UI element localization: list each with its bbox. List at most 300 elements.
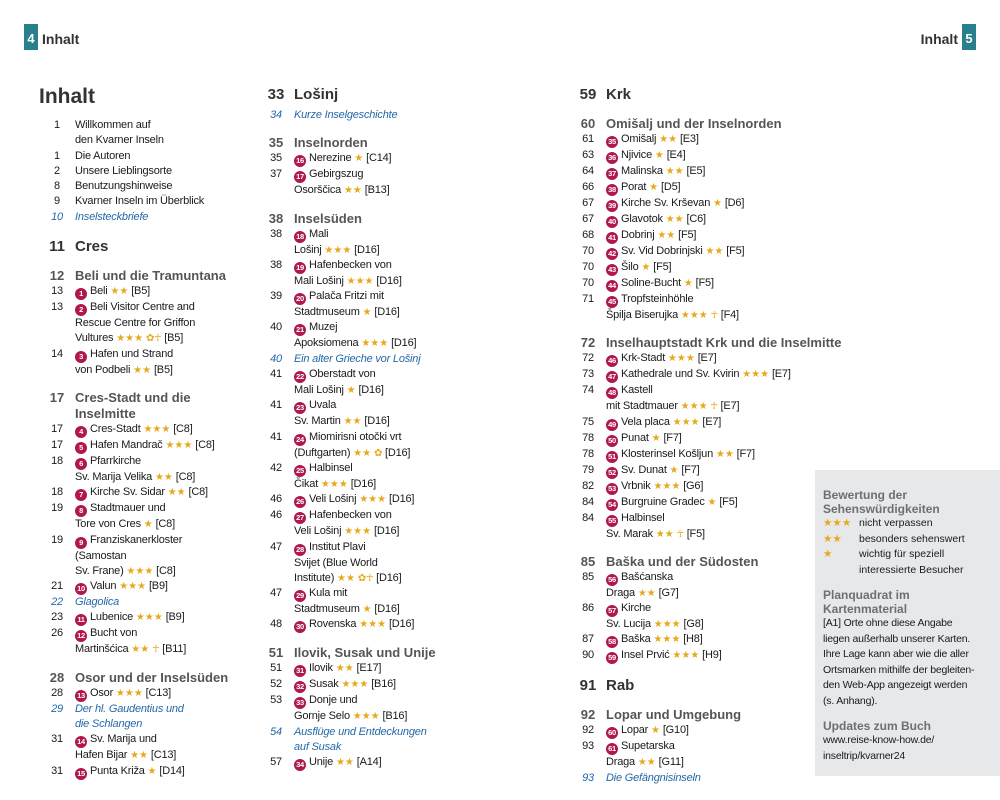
map-grid-ref: [H9]: [702, 649, 722, 662]
page-number: 13: [51, 285, 63, 298]
map-grid-ref: [G10]: [662, 724, 689, 737]
toc-entry[interactable]: [570, 260, 810, 276]
map-grid-ref: [E7]: [702, 415, 722, 428]
map-grid-ref: [B11]: [162, 643, 187, 656]
toc-entry[interactable]: [258, 755, 473, 771]
entry-title: Beli: [90, 285, 108, 298]
toc-entry[interactable]: [570, 723, 810, 739]
toc-entry[interactable]: [570, 479, 810, 495]
section-heading[interactable]: [570, 335, 842, 351]
map-marker-badge: 38: [606, 184, 618, 196]
toc-entry[interactable]: [258, 305, 473, 320]
toc-entry[interactable]: [39, 517, 244, 532]
toc-entry[interactable]: [570, 228, 810, 244]
map-grid-ref: [E3]: [679, 133, 699, 145]
map-marker-badge: 2: [75, 304, 87, 316]
toc-list: [258, 86, 473, 771]
toc-entry[interactable]: [570, 495, 810, 511]
map-marker-badge: 16: [294, 155, 306, 167]
toc-entry[interactable]: [39, 149, 244, 164]
toc-entry[interactable]: [39, 501, 244, 517]
entry-title: Klosterinsel Košljun: [621, 447, 713, 460]
map-grid-ref: [D5]: [660, 181, 681, 193]
map-grid-ref: [D16]: [376, 274, 402, 287]
rating-stars: ★★: [665, 166, 684, 177]
map-marker-badge: 53: [606, 483, 618, 495]
entry-text: [75, 564, 244, 579]
toc-entry[interactable]: [39, 118, 244, 133]
entry-text: [606, 148, 810, 164]
map-grid-ref: [E17]: [356, 662, 382, 675]
toc-entry[interactable]: [570, 244, 810, 260]
entry-title: Gebirgszug: [309, 168, 364, 181]
map-marker-badge: 61: [606, 743, 618, 755]
chapter-heading[interactable]: [570, 86, 810, 104]
toc-entry[interactable]: [570, 164, 810, 180]
map-grid-ref: [C6]: [686, 213, 706, 225]
toc-entry[interactable]: [570, 212, 810, 228]
entry-text: [294, 305, 473, 320]
toc-entry[interactable]: [258, 602, 473, 617]
entry-text: [75, 686, 244, 702]
toc-entry[interactable]: [570, 632, 810, 648]
toc-entry[interactable]: [39, 549, 244, 564]
map-grid-ref: [C13]: [150, 749, 177, 762]
map-marker-badge: 6: [75, 458, 87, 470]
toc-entry[interactable]: [258, 243, 473, 258]
section-heading[interactable]: [39, 268, 244, 284]
legend-heading: Sehenswürdigkeiten: [823, 502, 940, 516]
map-marker-badge: 48: [606, 387, 618, 399]
page-number: 1: [54, 119, 60, 131]
map-grid-ref: [C8]: [156, 564, 176, 577]
url-line[interactable]: inseltrip/kvarner24: [823, 749, 905, 762]
map-marker-badge: 49: [606, 419, 618, 431]
url-line[interactable]: www.reise-know-how.de/: [823, 734, 935, 746]
rating-stars: ★: [362, 604, 372, 616]
map-marker-badge: 33: [294, 697, 306, 709]
grid-text-line: Ortsmarken mithilfe der begleiten-: [823, 663, 975, 676]
page-number: 39: [270, 290, 282, 303]
toc-entry[interactable]: [258, 571, 473, 586]
entry-text: [606, 447, 810, 463]
page-number: 93: [582, 771, 594, 784]
section-heading[interactable]: [570, 554, 810, 570]
entry-title: die Schlangen: [75, 718, 143, 731]
toc-entry[interactable]: [570, 276, 810, 292]
toc-entry[interactable]: [258, 540, 473, 556]
section-heading[interactable]: [570, 707, 810, 723]
entry-text: [75, 702, 244, 717]
entry-title: Rovenska: [309, 618, 357, 631]
entry-text: [606, 292, 810, 308]
rating-stars: ★: [641, 262, 651, 273]
map-grid-ref: [C13]: [145, 686, 171, 699]
toc-entry[interactable]: [570, 601, 810, 617]
section-title: Beli und die Tramuntana: [75, 268, 226, 284]
chapter-heading[interactable]: [570, 677, 810, 695]
rating-stars: ★★★: [667, 353, 695, 365]
entry-title: Institut Plavi: [309, 540, 366, 553]
rating-stars: ★★★: [344, 526, 372, 538]
toc-entry[interactable]: [258, 492, 473, 508]
toc-entry[interactable]: [570, 383, 810, 399]
page-number: 8: [54, 180, 60, 193]
section-heading[interactable]: [258, 135, 473, 151]
entry-title: auf Susak: [294, 741, 342, 754]
entry-text: [294, 524, 473, 539]
page-number: 40: [270, 352, 282, 365]
entry-title: Omišalj: [621, 133, 657, 145]
entry-text: [294, 740, 473, 755]
rating-legend-row: [823, 547, 992, 563]
rating-legend: [823, 516, 992, 578]
rating-stars: ★★: [705, 246, 724, 257]
entry-text: [294, 167, 473, 183]
toc-entry[interactable]: [258, 556, 473, 571]
entry-title: Hafenbecken von: [309, 509, 392, 522]
toc-entry[interactable]: [570, 527, 810, 542]
toc-entry[interactable]: [570, 415, 810, 431]
toc-entry[interactable]: [258, 725, 473, 740]
toc-entry[interactable]: [39, 686, 244, 702]
toc-entry[interactable]: [258, 677, 473, 693]
entry-title: Kurze Inselgeschichte: [294, 109, 398, 121]
toc-entry[interactable]: [258, 383, 473, 398]
toc-entry[interactable]: [39, 533, 244, 549]
legend-heading: Bewertung der: [823, 488, 908, 502]
map-grid-ref: [C14]: [366, 152, 392, 165]
toc-entry[interactable]: [570, 463, 810, 479]
toc-entry[interactable]: [570, 367, 810, 383]
rating-description: besonders sehenswert: [859, 532, 965, 545]
page-number: 9: [54, 195, 60, 208]
page-number: 72: [582, 352, 594, 365]
page-number: 70: [582, 277, 594, 289]
page-number: 38: [268, 210, 284, 226]
entry-text: [294, 725, 473, 740]
page-number: 75: [582, 415, 594, 428]
map-marker-badge: 4: [75, 426, 87, 438]
entry-text: [75, 179, 244, 194]
toc-entry[interactable]: [258, 258, 473, 274]
section-heading[interactable]: [258, 645, 473, 661]
map-marker-badge: 11: [75, 614, 87, 626]
map-marker-badge: 5: [75, 442, 87, 454]
entry-text: [294, 556, 473, 571]
map-grid-ref: [D16]: [376, 571, 402, 584]
toc-column-2: [258, 86, 473, 771]
map-marker-badge: 57: [606, 605, 618, 617]
section-heading[interactable]: [39, 406, 244, 422]
section-heading[interactable]: [570, 116, 810, 132]
entry-title: Die Autoren: [75, 149, 131, 162]
entry-text: [606, 132, 810, 148]
toc-entry[interactable]: [39, 642, 244, 657]
toc-entry[interactable]: [39, 438, 244, 454]
chapter-heading[interactable]: [39, 238, 244, 256]
map-grid-ref: [E7]: [697, 352, 717, 365]
map-grid-ref: [E5]: [686, 165, 706, 177]
toc-entry[interactable]: [258, 430, 473, 446]
toc-entry[interactable]: [39, 579, 244, 595]
toc-entry[interactable]: [570, 180, 810, 196]
toc-entry[interactable]: [570, 586, 810, 601]
entry-title: Kula mit: [309, 587, 348, 600]
toc-entry[interactable]: [39, 194, 244, 209]
entry-text: [294, 274, 473, 289]
entry-title: Unsere Lieblingsorte: [75, 164, 172, 177]
toc-entry[interactable]: [39, 610, 244, 626]
page-number: 37: [270, 168, 282, 181]
toc-entry[interactable]: [39, 454, 244, 470]
toc-entry[interactable]: [258, 477, 473, 492]
entry-text: [606, 739, 810, 755]
rating-stars: ★★: [335, 663, 354, 675]
rating-stars: ★★★: [135, 612, 163, 624]
page-number: 41: [270, 399, 282, 412]
entry-title: Svijet (Blue World: [294, 556, 378, 569]
family-icon: ✿☥: [357, 572, 374, 584]
toc-entry[interactable]: [258, 461, 473, 477]
toc-entry[interactable]: [258, 227, 473, 243]
page-number: [39, 406, 75, 422]
toc-entry[interactable]: [570, 351, 810, 367]
toc-entry[interactable]: [258, 274, 473, 289]
toc-entry[interactable]: [39, 626, 244, 642]
entry-text: [294, 336, 473, 351]
toc-entry[interactable]: [39, 179, 244, 194]
entry-text: [606, 617, 810, 632]
page-number: 18: [51, 486, 63, 499]
family-icon: ☥: [676, 528, 684, 540]
page-number: 61: [582, 133, 594, 145]
entry-title: Veli Lošinj: [309, 493, 357, 506]
entry-title: Franziskanerkloster: [90, 533, 183, 546]
entry-text: [294, 693, 473, 709]
toc-entry[interactable]: [570, 399, 810, 414]
toc-entry[interactable]: [39, 717, 244, 732]
toc-entry[interactable]: [570, 617, 810, 632]
toc-entry[interactable]: [258, 352, 473, 367]
toc-entry[interactable]: [570, 511, 810, 527]
entry-title: Vrbnik: [621, 479, 651, 492]
toc-entry[interactable]: [258, 289, 473, 305]
entry-text: [294, 492, 473, 508]
rating-description: nicht verpassen: [859, 517, 933, 529]
entry-title: von Podbeli: [75, 363, 131, 376]
toc-entry[interactable]: [39, 764, 244, 780]
page-number: 85: [580, 553, 596, 569]
entry-text: [75, 194, 244, 209]
toc-entry[interactable]: [258, 167, 473, 183]
toc-entry[interactable]: [39, 133, 244, 148]
toc-entry[interactable]: [570, 447, 810, 463]
toc-entry[interactable]: [258, 524, 473, 539]
map-grid-ref: [D16]: [354, 243, 380, 256]
entry-text: [294, 661, 473, 677]
page-number: 91: [579, 677, 597, 695]
map-marker-badge: 26: [294, 496, 306, 508]
rating-stars: ★★: [665, 214, 684, 225]
entry-text: [294, 320, 473, 336]
entry-title: Lopar: [621, 724, 649, 737]
toc-entry[interactable]: [39, 316, 244, 331]
toc-entry[interactable]: [39, 732, 244, 748]
toc-entry[interactable]: [258, 336, 473, 351]
entry-title: Špilja Biserujka: [606, 309, 679, 321]
section-heading[interactable]: [39, 670, 244, 686]
toc-entry[interactable]: [570, 648, 810, 664]
section-heading[interactable]: [258, 211, 473, 227]
toc-entry[interactable]: [39, 470, 244, 485]
toc-entry[interactable]: [570, 739, 810, 755]
entry-text: [75, 549, 244, 564]
map-marker-badge: 39: [606, 200, 618, 212]
chapter-heading[interactable]: [258, 86, 473, 104]
page-number: 67: [582, 213, 594, 225]
toc-entry[interactable]: [258, 617, 473, 633]
toc-entry[interactable]: [570, 132, 810, 148]
toc-entry[interactable]: [570, 431, 810, 447]
map-grid-ref: [D16]: [385, 446, 411, 459]
toc-entry[interactable]: [39, 210, 244, 225]
page-title: Inhalt: [39, 85, 95, 108]
map-marker-badge: 21: [294, 324, 306, 336]
map-marker-badge: 17: [294, 171, 306, 183]
toc-entry[interactable]: [39, 422, 244, 438]
rating-stars: ★: [651, 725, 660, 737]
page-number: 35: [268, 135, 284, 151]
rating-stars: ★★: [715, 448, 734, 460]
family-icon: ☥: [710, 401, 718, 413]
entry-title: Baška: [621, 633, 651, 646]
toc-entry[interactable]: [258, 320, 473, 336]
toc-entry[interactable]: [570, 196, 810, 212]
toc-entry[interactable]: [258, 693, 473, 709]
entry-text: [75, 717, 244, 732]
toc-entry[interactable]: [570, 292, 810, 308]
rating-stars: ★★★: [165, 439, 193, 451]
map-grid-ref: [G6]: [683, 479, 704, 492]
toc-entry[interactable]: [39, 702, 244, 717]
map-marker-badge: 8: [75, 505, 87, 517]
toc-entry[interactable]: [258, 661, 473, 677]
page-number: 70: [582, 261, 594, 273]
page-header-left: [24, 24, 83, 50]
page-number: 14: [51, 347, 63, 360]
page-number: 13: [51, 301, 63, 314]
section-heading[interactable]: [39, 390, 244, 406]
entry-text: [294, 461, 473, 477]
map-grid-ref: [E4]: [666, 149, 686, 161]
entry-title: (Samostan: [75, 549, 127, 562]
toc-entry[interactable]: [570, 148, 810, 164]
entry-text: [606, 479, 810, 495]
entry-text: [606, 244, 810, 260]
entry-title: Sv. Marija und: [90, 733, 157, 746]
toc-entry[interactable]: [258, 414, 473, 429]
toc-entry[interactable]: [258, 367, 473, 383]
entry-text: [606, 308, 810, 323]
toc-entry[interactable]: [39, 748, 244, 763]
map-marker-badge: 45: [606, 296, 618, 308]
toc-entry[interactable]: [39, 485, 244, 501]
toc-entry[interactable]: [39, 363, 244, 378]
toc-entry[interactable]: [39, 564, 244, 579]
rating-stars: ★★: [657, 230, 676, 241]
entry-text: [606, 586, 810, 601]
page-number: 19: [51, 533, 63, 546]
rating-legend-row: [823, 532, 992, 548]
rating-stars: ★: [143, 519, 153, 531]
rating-description: wichtig für speziell: [859, 548, 945, 560]
toc-entry[interactable]: [39, 300, 244, 316]
toc-entry[interactable]: [258, 398, 473, 414]
toc-entry[interactable]: [258, 740, 473, 755]
toc-entry[interactable]: [258, 446, 473, 461]
map-marker-badge: 9: [75, 537, 87, 549]
toc-entry[interactable]: [258, 183, 473, 198]
toc-entry[interactable]: [39, 284, 244, 300]
rating-stars: ★★★: [742, 369, 770, 381]
page-number: 46: [270, 493, 282, 506]
rating-stars: ★★: [154, 471, 173, 483]
entry-text: [75, 470, 244, 485]
entry-title: Bašćanska: [621, 570, 674, 583]
entry-title: Palača Fritzi mit: [309, 290, 384, 303]
map-marker-badge: 32: [294, 681, 306, 693]
toc-entry[interactable]: [258, 586, 473, 602]
toc-entry[interactable]: [570, 771, 810, 786]
updates-link[interactable]: [823, 733, 992, 764]
page-number: 66: [582, 181, 594, 193]
entry-title: Valun: [90, 580, 117, 593]
rating-stars: ★: [651, 432, 661, 444]
toc-entry[interactable]: [570, 308, 810, 323]
toc-entry[interactable]: [258, 709, 473, 724]
map-grid-ref: [B16]: [382, 710, 408, 723]
toc-entry[interactable]: [39, 331, 244, 346]
rating-stars: ★★: [337, 572, 355, 584]
map-grid-ref: [F5]: [719, 495, 738, 508]
map-grid-ref: [D16]: [358, 384, 384, 397]
toc-entry[interactable]: [258, 508, 473, 524]
toc-entry[interactable]: [39, 595, 244, 610]
rating-stars: ★★: [343, 416, 362, 428]
map-grid-ref: [D6]: [724, 197, 745, 209]
entry-text: [606, 399, 810, 414]
toc-entry[interactable]: [39, 164, 244, 179]
toc-entry[interactable]: [258, 108, 473, 123]
page-number: 2: [54, 164, 60, 177]
toc-entry[interactable]: [39, 347, 244, 363]
toc-entry[interactable]: [570, 755, 810, 770]
rating-stars: ★★★: [143, 423, 171, 435]
rating-stars: ★: [147, 765, 157, 777]
toc-entry[interactable]: [570, 570, 810, 586]
entry-text: [606, 383, 810, 399]
page-number: 23: [51, 611, 63, 624]
map-marker-badge: 37: [606, 168, 618, 180]
toc-entry[interactable]: [258, 151, 473, 167]
grid-text-line: Ihre Lage kann aber wie die aller: [823, 648, 969, 660]
entry-title: Oberstadt von: [309, 368, 376, 381]
map-grid-ref: [B9]: [148, 580, 168, 593]
map-marker-badge: 40: [606, 216, 618, 228]
page-number: 47: [270, 540, 282, 553]
page-number: 78: [582, 447, 594, 460]
